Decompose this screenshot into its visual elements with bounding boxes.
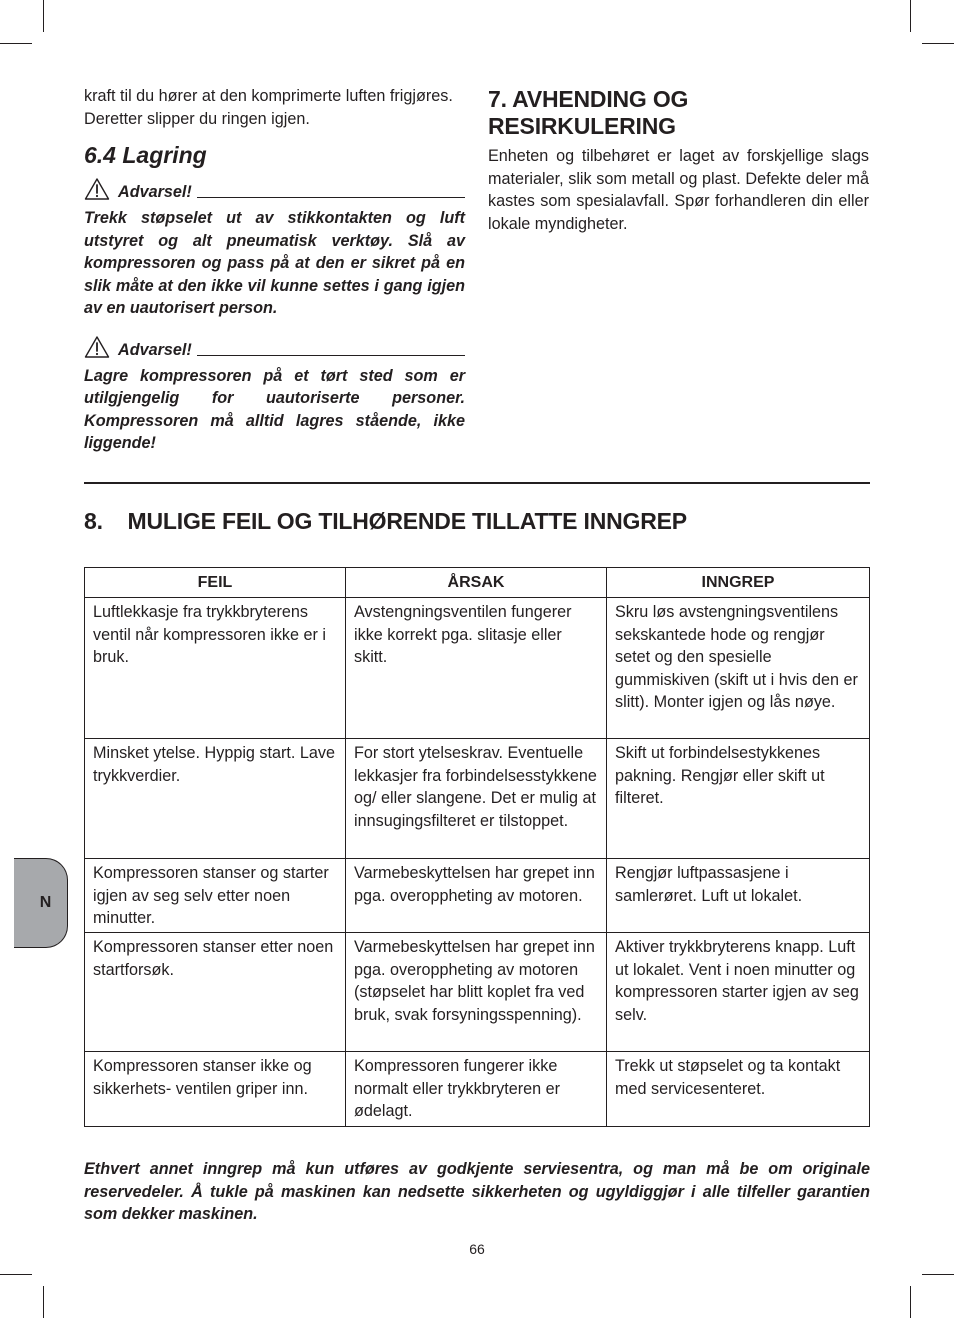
warning-triangle-icon (84, 177, 110, 201)
table-cell: Trekk ut støpselet og ta kontakt med servicesenteret. (607, 1052, 870, 1127)
divider (197, 355, 465, 356)
divider (197, 197, 465, 198)
warning-triangle-icon (84, 335, 110, 359)
table-row (85, 859, 870, 933)
warning-text: Lagre kompressoren på et tørt sted som er utilgjengelig for uautoriserte personer. Kompressoren må alltid lagres stående, ikke liggende! (84, 366, 465, 452)
right-column (488, 86, 869, 235)
table-header-row (85, 568, 870, 598)
warning-header (84, 175, 465, 201)
crop-mark (0, 43, 32, 44)
table-cell: Varmebeskyttelsen har grepet inn pga. overoppheting av motoren. (346, 859, 607, 933)
table-row (85, 739, 870, 859)
table-row (85, 1052, 870, 1127)
table-cell: Kompressoren stanser og starter igjen av seg selv etter noen minutter. (85, 859, 346, 933)
table-cell: Luftlekkasje fra trykkbryterens ventil når kompressoren ikke er i bruk. (85, 598, 346, 739)
troubleshooting-table (84, 567, 870, 1127)
crop-mark (910, 1286, 911, 1318)
intro-paragraph: kraft til du hører at den komprimerte luften frigjøres. Deretter slipper du ringen igjen. (84, 87, 453, 128)
column-header-arsak: ÅRSAK (346, 568, 607, 598)
table-cell: Aktiver trykkbryterens knapp. Luft ut lokalet. Vent i noen minutter og kompressoren starter igjen av seg selv. (607, 933, 870, 1052)
table-cell: Skift ut forbindelsestykkenes pakning. Rengjør eller skift ut filteret. (607, 739, 870, 859)
table-cell: Kompressoren stanser etter noen startforsøk. (85, 933, 346, 1052)
closing-note: Ethvert annet inngrep må kun utføres av godkjente serviesentra, og man må be om originale reservedeler. Å tukle på maskinen kan nedsette sikkerheten og ugyldiggjør i alle tilfeller garantien som dekker maskinen. (84, 1160, 870, 1223)
table-cell: Skru løs avstengningsventilens sekskantede hode og rengjør setet og den spesielle gummiskiven (skift ut i hvis den er slitt). Monter igjen og lås nøye. (607, 598, 870, 739)
table-cell: Kompressoren fungerer ikke normalt eller trykkbryteren er ødelagt. (346, 1052, 607, 1127)
section-divider (84, 482, 870, 484)
section-7-title: 7. AVHENDING OG RESIRKULERING (488, 86, 689, 139)
warning-label: Advarsel! (118, 340, 192, 359)
table-row (85, 933, 870, 1052)
crop-mark (0, 1274, 32, 1275)
section-8-title: 8. MULIGE FEIL OG TILHØRENDE TILLATTE INNGREP (84, 508, 687, 534)
section-6-4-title: 6.4 Lagring (84, 142, 207, 168)
table-cell: Kompressoren stanser ikke og sikkerhets- ventilen griper inn. (85, 1052, 346, 1127)
page-number: 66 (469, 1241, 485, 1257)
left-column (84, 85, 465, 455)
language-tab (14, 858, 68, 948)
crop-mark (43, 1286, 44, 1318)
column-header-feil: FEIL (85, 568, 346, 598)
warning-label: Advarsel! (118, 183, 192, 201)
table-cell: Rengjør luftpassasjene i samlerøret. Luft ut lokalet. (607, 859, 870, 933)
crop-mark (922, 43, 954, 44)
crop-mark (922, 1274, 954, 1275)
section-7-paragraph: Enheten og tilbehøret er laget av forskjellige slags materialer, slik som metall og plast. Defekte deler må kastes som spesialavfall. Spør forhandleren din eller lokale myndigheter. (488, 147, 869, 233)
table-row (85, 598, 870, 739)
table-cell: Minsket ytelse. Hyppig start. Lave trykkverdier. (85, 739, 346, 859)
language-tab-label: N (39, 894, 52, 911)
table-cell: Avstengningsventilen fungerer ikke korrekt pga. slitasje eller skitt. (346, 598, 607, 739)
warning-text: Trekk støpselet ut av stikkontakten og luft utstyret og alt pneumatisk verktøy. Slå av kompressoren og pass på at den er sikret på en slik måte at den ikke vil kunne settes i gang igjen av en uautorisert person. (84, 209, 465, 317)
crop-mark (910, 0, 911, 32)
column-header-inngrep: INNGREP (607, 568, 870, 598)
warning-header (84, 333, 465, 359)
table-cell: For stort ytelseskrav. Eventuelle lekkasjer fra forbindelsesstykkene og/ eller slangene. Det er mulig at innsugingsfilteret er tilstoppet. (346, 739, 607, 859)
table-cell: Varmebeskyttelsen har grepet inn pga. overoppheting av motoren (støpselet har blitt koplet fra ved bruk, svak forsyningsspenning). (346, 933, 607, 1052)
crop-mark (43, 0, 44, 32)
